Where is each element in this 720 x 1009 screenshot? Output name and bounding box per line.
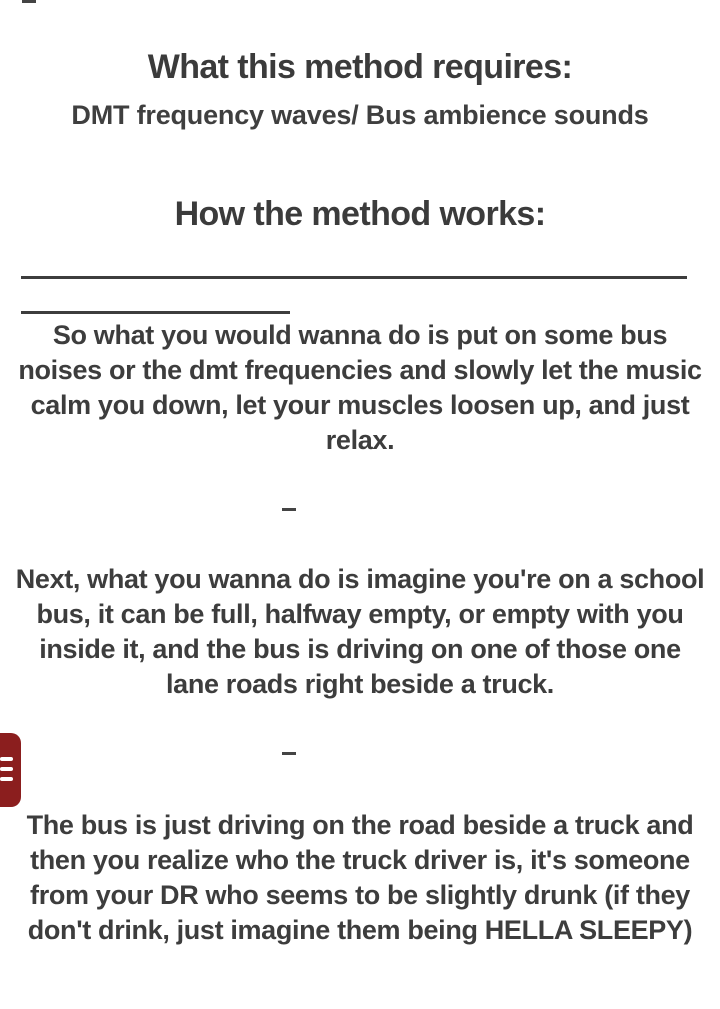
requires-heading: What this method requires:	[147, 48, 573, 86]
top-dash-separator	[22, 0, 36, 3]
method-paragraph-3: The bus is just driving on the road beside a truck and then you realize who the truck driver is, it's someone from your DR who seems to be slightly drunk (if they don't drink, just imagine them being HELLA SLEEPY)	[26, 810, 694, 945]
method-paragraph-2: Next, what you wanna do is imagine you're on a school bus, it can be full, halfway empty, or empty with you inside it, and the bus is driving on one of those one lane roads right beside a truck.	[15, 564, 705, 699]
works-heading: How the method works:	[174, 195, 546, 233]
requires-items: DMT frequency waves/ Bus ambience sounds	[71, 100, 649, 130]
divider-line-short	[21, 311, 290, 314]
divider-line	[21, 276, 687, 279]
section-separator	[282, 508, 296, 511]
side-menu-button[interactable]	[0, 733, 21, 807]
section-separator	[282, 752, 296, 755]
method-paragraph-1: So what you would wanna do is put on some bus noises or the dmt frequencies and slowly let the music calm you down, let your muscles loosen up, and just relax.	[18, 320, 702, 455]
